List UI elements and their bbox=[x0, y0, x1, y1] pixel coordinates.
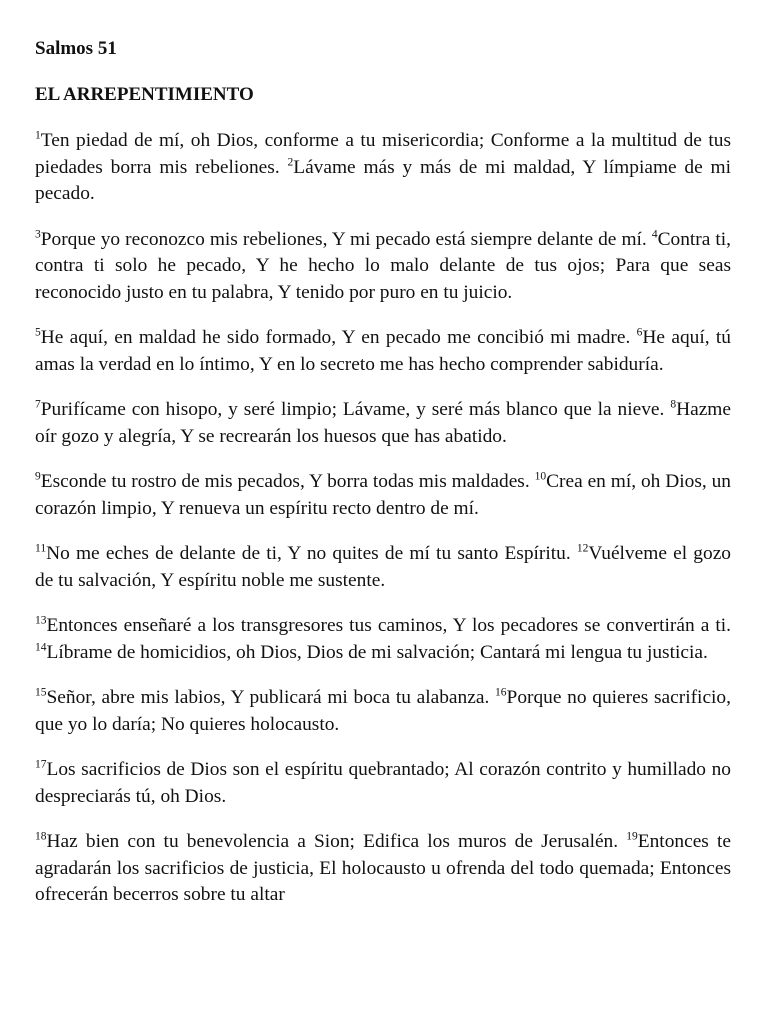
verse-number: 2 bbox=[287, 156, 294, 169]
verse-number: 1 bbox=[35, 129, 41, 142]
chapter-title: EL ARREPENTIMIENTO bbox=[35, 84, 254, 105]
verse-number: 4 bbox=[651, 228, 658, 241]
verse-number: 6 bbox=[636, 326, 643, 339]
verse-text: Porque no quieres sacrificio, que yo lo daría; No quieres holocausto. bbox=[35, 687, 731, 735]
verse-paragraph bbox=[35, 613, 731, 666]
verse-paragraph bbox=[35, 757, 731, 810]
verse-number: 15 bbox=[35, 686, 47, 699]
verse-paragraph bbox=[35, 541, 731, 594]
verse-text: Contra ti, contra ti solo he pecado, Y he hecho lo malo delante de tus ojos; Para que seas reconocido justo en tu palabra, Y tenido por puro en tu juicio. bbox=[35, 228, 731, 303]
verse-number: 18 bbox=[35, 830, 47, 843]
verse-paragraph bbox=[35, 397, 731, 450]
verse-text: Purifícame con hisopo, y seré limpio; Lávame, y seré más blanco que la nieve. bbox=[40, 399, 665, 420]
verse-number: 17 bbox=[35, 758, 47, 771]
verse-number: 10 bbox=[534, 470, 547, 483]
verse-text: Entonces te agradarán los sacrificios de justicia, El holocausto u ofrenda del todo quemada; Entonces ofrecerán becerros sobre tu altar bbox=[35, 831, 731, 905]
verse-number: 13 bbox=[35, 614, 47, 627]
verse-number: 5 bbox=[35, 326, 41, 339]
verse-paragraph bbox=[35, 829, 731, 909]
verse-number: 16 bbox=[495, 686, 507, 699]
chapter-reference: Salmos 51 bbox=[35, 38, 117, 59]
verse-text: Señor, abre mis labios, Y publicará mi boca tu alabanza. bbox=[46, 687, 490, 708]
verse-paragraph bbox=[35, 128, 731, 208]
verse-number: 11 bbox=[35, 542, 47, 555]
verse-text: Lávame más y más de mi maldad, Y límpiame de mi pecado. bbox=[35, 156, 731, 204]
verse-text: He aquí, en maldad he sido formado, Y en pecado me concibió mi madre. bbox=[40, 327, 631, 348]
verse-number: 7 bbox=[35, 398, 41, 411]
verse-paragraph bbox=[35, 685, 731, 738]
verse-text: Vuélveme el gozo de tu salvación, Y espíritu noble me sustente. bbox=[35, 543, 731, 591]
verse-number: 9 bbox=[35, 470, 41, 483]
verse-paragraph bbox=[35, 469, 731, 522]
verse-text: Ten piedad de mí, oh Dios, conforme a tu misericordia; Conforme a la multitud de tus piedades borra mis rebeliones. bbox=[35, 130, 731, 178]
verse-text: Hazme oír gozo y alegría, Y se recrearán los huesos que has abatido. bbox=[35, 399, 731, 447]
verse-number: 3 bbox=[35, 228, 41, 241]
psalm-body bbox=[35, 128, 731, 909]
verse-text: He aquí, tú amas la verdad en lo íntimo, Y en lo secreto me has hecho comprender sabiduría. bbox=[35, 327, 731, 375]
verse-number: 14 bbox=[35, 641, 47, 654]
verse-text: Crea en mí, oh Dios, un corazón limpio, Y renueva un espíritu recto dentro de mí. bbox=[35, 471, 731, 519]
verse-text: Haz bien con tu benevolencia a Sion; Edifica los muros de Jerusalén. bbox=[46, 831, 619, 852]
verse-text: Líbrame de homicidios, oh Dios, Dios de mi salvación; Cantará mi lengua tu justicia. bbox=[46, 641, 708, 663]
verse-text: Los sacrificios de Dios son el espíritu quebrantado; Al corazón contrito y humillado no despreciarás tú, oh Dios. bbox=[35, 759, 731, 807]
verse-paragraph bbox=[35, 325, 731, 378]
verse-text: No me eches de delante de ti, Y no quites de mí tu santo Espíritu. bbox=[46, 543, 571, 564]
verse-text: Esconde tu rostro de mis pecados, Y borra todas mis maldades. bbox=[40, 471, 530, 492]
verse-number: 8 bbox=[670, 398, 677, 411]
verse-number: 12 bbox=[576, 542, 589, 555]
verse-text: Porque yo reconozco mis rebeliones, Y mi pecado está siempre delante de mí. bbox=[40, 228, 647, 250]
verse-text: Entonces enseñaré a los transgresores tus caminos, Y los pecadores se convertirán a ti. bbox=[46, 615, 731, 636]
verse-paragraph bbox=[35, 227, 731, 307]
verse-number: 19 bbox=[626, 830, 638, 843]
